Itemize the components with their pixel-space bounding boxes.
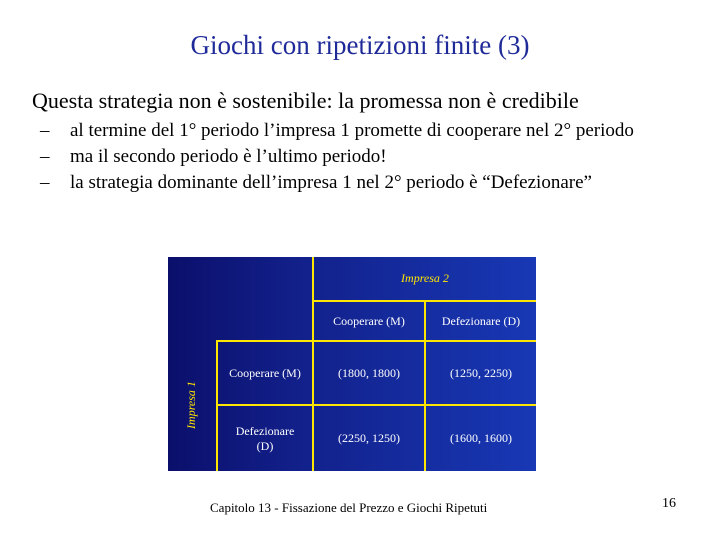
row-strategy-cooperare: Cooperare (M) (229, 365, 301, 380)
bullet-item (40, 118, 690, 144)
payoff-cell: (1250, 2250) (450, 365, 512, 380)
bullet-item (40, 170, 690, 196)
bullet-text: ma il secondo periodo è l’ultimo periodo! (70, 146, 387, 167)
payoff-cell: (1600, 1600) (450, 431, 512, 445)
bullet-dash: – (40, 120, 50, 141)
intro-text: Questa strategia non è sostenibile: la promessa non è credibile (32, 88, 579, 113)
col-strategy-defezionare: Defezionare (D) (441, 313, 521, 328)
payoff-cell: (1800, 1800) (338, 365, 400, 380)
bullet-text: la strategia dominante dell’impresa 1 nel 2° periodo è “Defezionare” (70, 172, 592, 193)
bullet-dash: – (40, 172, 50, 193)
bullet-dash: – (40, 146, 50, 167)
payoff-cell: (2250, 1250) (338, 431, 400, 445)
bullet-item (40, 144, 690, 170)
row-player-label: Impresa 1 (184, 381, 198, 429)
bullet-list (40, 118, 690, 196)
column-player-label: Impresa 2 (401, 271, 449, 285)
slide-footer: Capitolo 13 - Fissazione del Prezzo e Giochi Ripetuti (210, 500, 488, 515)
payoff-matrix (168, 257, 536, 471)
bullet-text: al termine del 1° periodo l’impresa 1 promette di cooperare nel 2° periodo (70, 120, 634, 141)
row-strategy-defezionare: Defezionare (D) (235, 423, 295, 453)
slide-title: Giochi con ripetizioni finite (3) (190, 30, 530, 60)
col-strategy-cooperare: Cooperare (M) (333, 313, 405, 328)
page-number: 16 (662, 496, 676, 511)
